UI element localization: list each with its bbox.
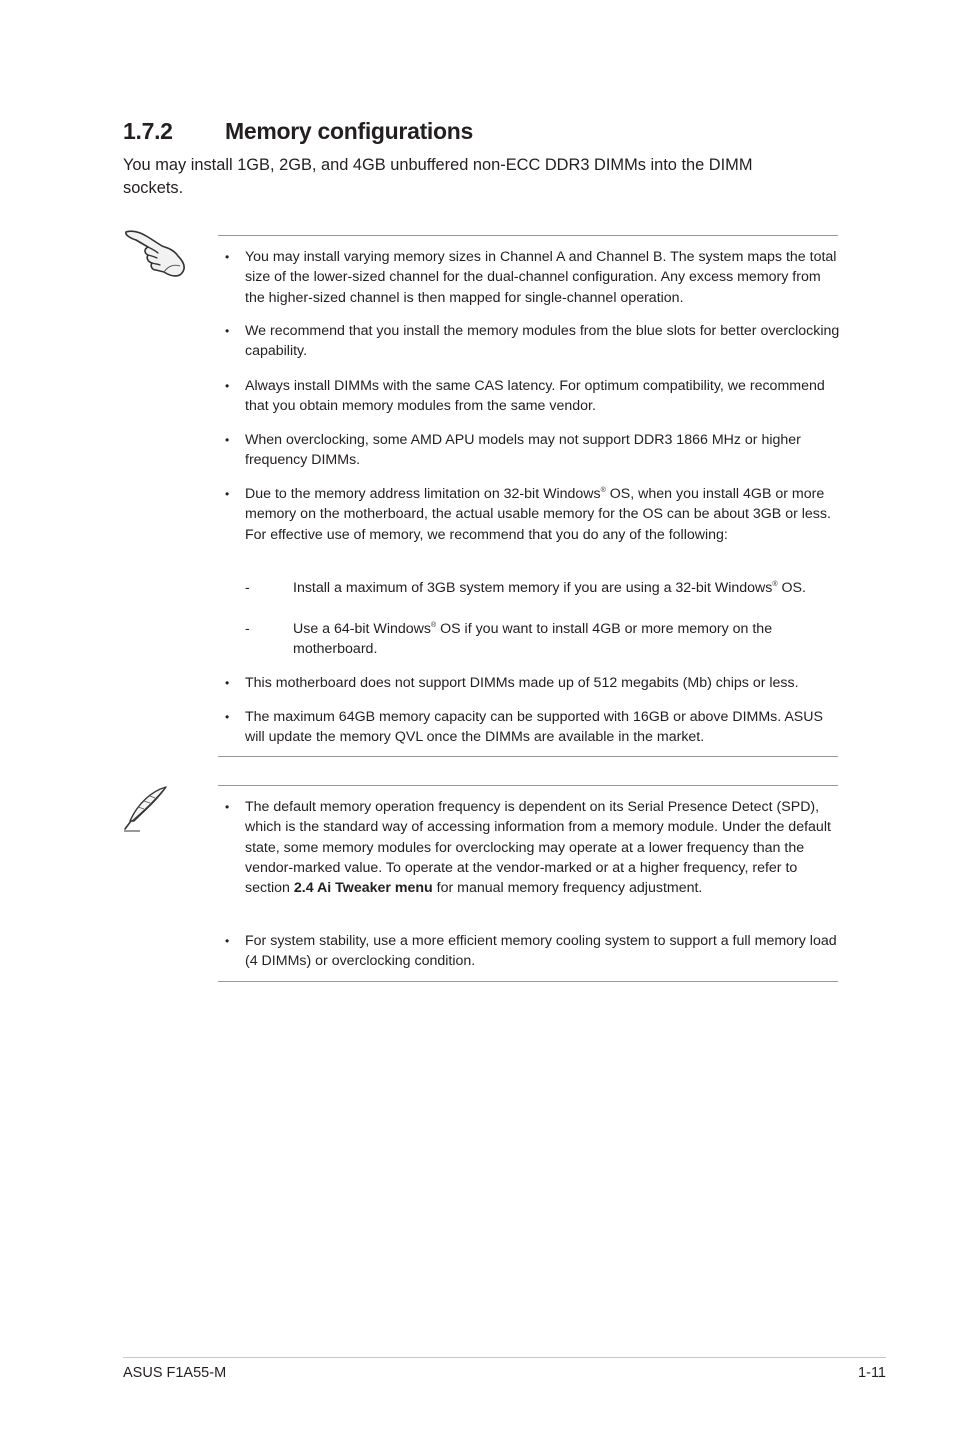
registered-mark: ®	[600, 487, 606, 494]
bullet: •	[225, 676, 230, 690]
section-number: 1.7.2	[123, 118, 173, 144]
bullet: •	[225, 934, 230, 948]
list-item	[225, 321, 841, 362]
section-reference: 2.4 Ai Tweaker menu	[293, 880, 433, 897]
sub-item-text-b: OS.	[777, 580, 806, 596]
footer-product-name: ASUS F1A55-M	[123, 1365, 227, 1381]
item-text-a: The default memory operation frequency is dependent on its Serial Presence Detect (SPD), which is the standard way of accessing information from a memory module. Under the default state, some memory modules for overclocking may operate at a lower frequency than the vendor-marked value. To operate at the vendor-marked or at a higher frequency, refer to section	[245, 799, 831, 897]
sub-item	[245, 619, 838, 660]
section-title: Memory configurations	[225, 118, 474, 144]
item-text: You may install varying memory sizes in Channel A and Channel B. The system maps the total size of the lower-sized channel for the dual-channel configuration. Any excess memory from the higher-sized channel is then mapped for single-channel operation.	[245, 249, 837, 306]
list-item	[225, 931, 841, 972]
item-text-a: Due to the memory address limitation on 32-bit Windows	[245, 486, 601, 502]
item-text: This motherboard does not support DIMMs made up of 512 megabits (Mb) chips or less.	[245, 675, 799, 691]
sub-item	[245, 578, 838, 598]
sub-item-text-b: OS if you want to install 4GB or more memory on the motherboard.	[293, 621, 773, 658]
footer-divider	[123, 1357, 886, 1358]
item-text: For system stability, use a more efficient memory cooling system to support a full memory load (4 DIMMs) or overclocking condition.	[245, 933, 837, 970]
item-text: We recommend that you install the memory modules from the blue slots for better overclocking capability.	[245, 323, 840, 360]
pointing-hand-icon	[122, 226, 188, 280]
intro-paragraph: You may install 1GB, 2GB, and 4GB unbuffered non-ECC DDR3 DIMMs into the DIMM sockets.	[123, 156, 753, 197]
dash: -	[245, 580, 250, 596]
tip-note-box	[218, 785, 838, 982]
list-item	[225, 797, 841, 898]
item-text: When overclocking, some AMD APU models may not support DDR3 1866 MHz or higher frequency DIMMs.	[245, 432, 801, 469]
footer-page-number: 1-11	[858, 1365, 886, 1381]
bullet: •	[225, 379, 230, 393]
list-item	[225, 673, 841, 693]
sub-item-text-a: Use a 64-bit Windows	[293, 621, 431, 637]
list-item	[225, 247, 841, 308]
item-text-b: OS, when you install 4GB or more memory on the motherboard, the actual usable memory for the OS can be about 3GB or less. For effective use of memory, we recommend that you do any of the following:	[245, 486, 831, 543]
dash: -	[245, 621, 250, 637]
list-item	[225, 707, 841, 748]
list-item	[225, 430, 841, 471]
item-text-b: for manual memory frequency adjustment.	[432, 880, 703, 897]
bullet: •	[225, 487, 230, 501]
bullet: •	[225, 324, 230, 338]
registered-mark: ®	[772, 581, 778, 588]
list-item	[225, 376, 841, 417]
bullet: •	[225, 710, 230, 724]
section-heading	[123, 118, 473, 145]
item-text: The maximum 64GB memory capacity can be supported with 16GB or above DIMMs. ASUS will update the memory QVL once the DIMMs are available in the market.	[245, 709, 823, 746]
registered-mark: ®	[431, 622, 437, 629]
list-item	[225, 484, 841, 658]
quill-pen-icon	[122, 785, 170, 833]
important-note-box	[218, 235, 838, 757]
bullet: •	[225, 250, 230, 264]
sub-item-text-a: Install a maximum of 3GB system memory if you are using a 32-bit Windows	[293, 580, 773, 596]
bullet: •	[225, 433, 230, 447]
bullet: •	[225, 800, 230, 814]
item-text: Always install DIMMs with the same CAS latency. For optimum compatibility, we recommend that you obtain memory modules from the same vendor.	[245, 378, 825, 415]
